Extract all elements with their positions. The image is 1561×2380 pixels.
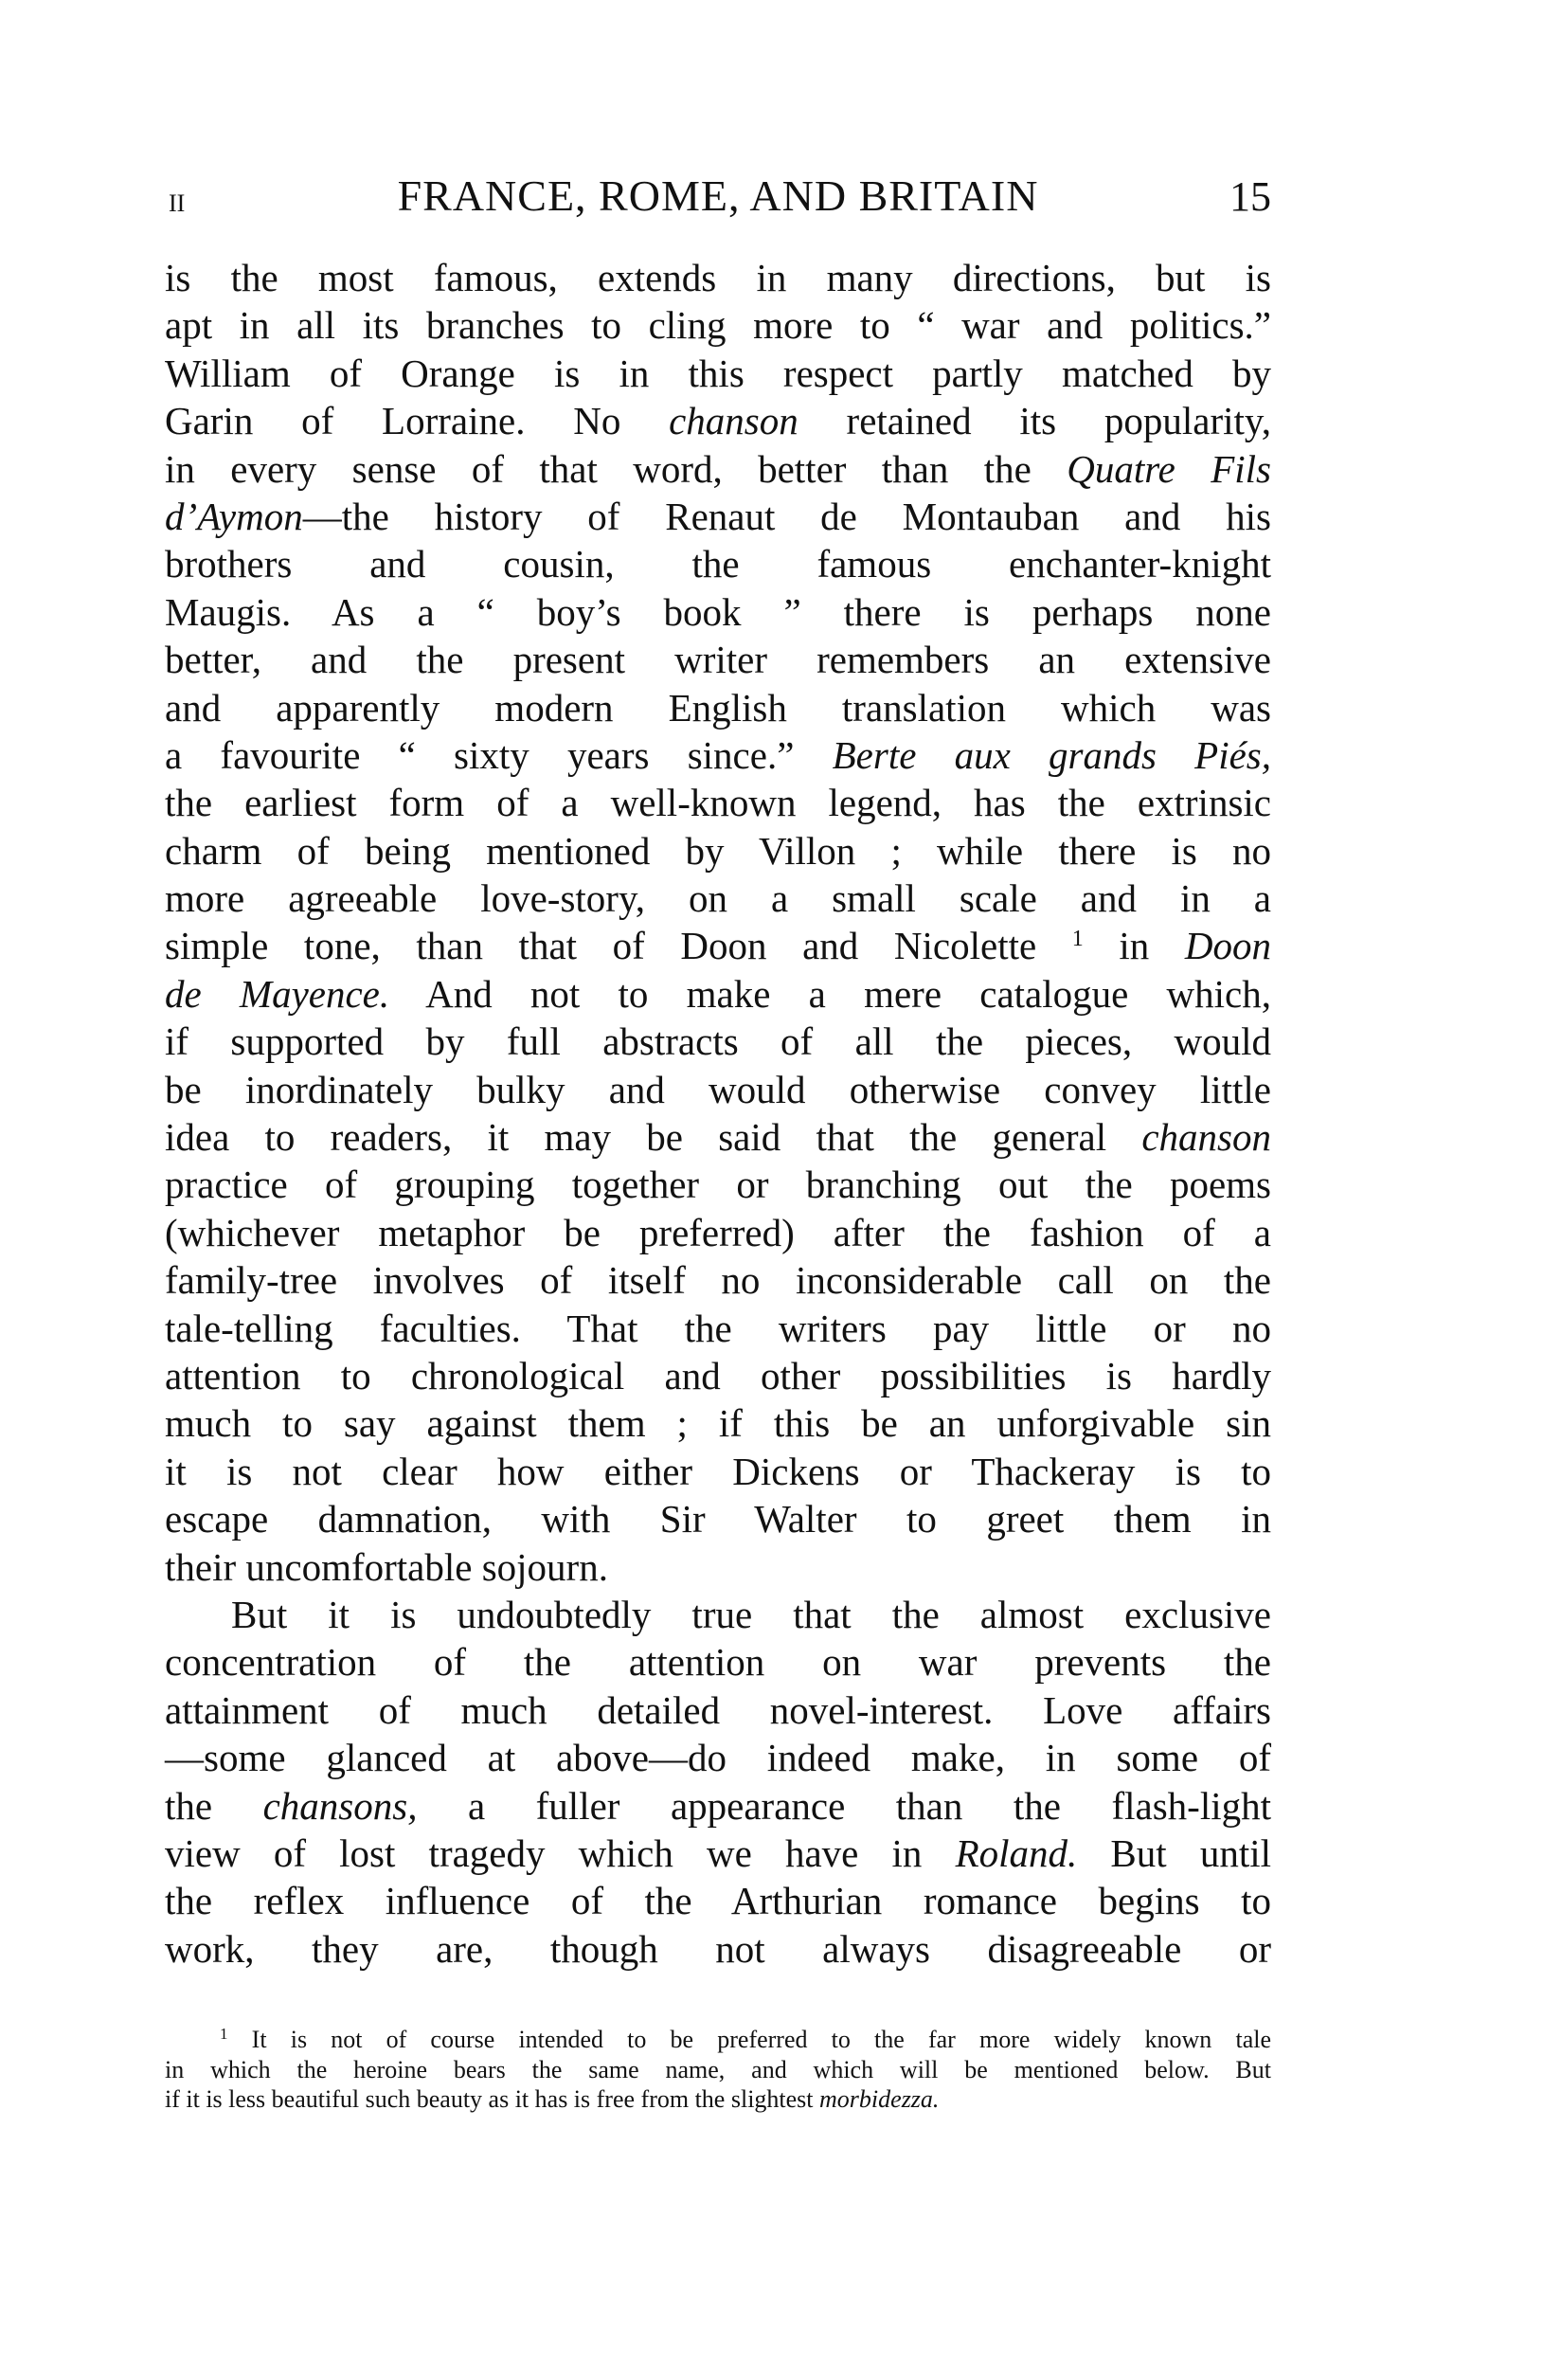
text-line: [165, 1495, 1271, 1542]
text-segment: But until: [1077, 1830, 1271, 1875]
text-line: [165, 1638, 1271, 1686]
text-line: [165, 1305, 1271, 1352]
text-segment: the reflex influence of the Arthurian romance begins to: [165, 1879, 1271, 1923]
text-line: [165, 827, 1271, 874]
text-line: [165, 1399, 1271, 1447]
text-line: [165, 1161, 1271, 1208]
text-segment: in every sense of that word, better than the: [165, 446, 1068, 491]
text-segment: escape damnation, with Sir Walter to greet them in: [165, 1497, 1271, 1542]
text-segment: But it is undoubtedly true that the almost exclusive: [231, 1592, 1271, 1636]
italic-text: Roland.: [955, 1830, 1078, 1875]
text-line: [165, 1256, 1271, 1304]
text-segment: better, and the present writer remembers an extensive: [165, 638, 1271, 682]
text-segment: a fuller appearance than the flash-light: [417, 1783, 1271, 1828]
italic-text: d’Aymon: [165, 494, 303, 538]
text-segment: view of lost tragedy which we have in: [165, 1830, 956, 1875]
italic-text: Doon: [1184, 924, 1271, 968]
text-line: [165, 301, 1271, 349]
text-line: [165, 1686, 1271, 1734]
italic-text: chansons,: [262, 1783, 418, 1828]
footnote-marker: 1: [220, 2025, 228, 2043]
text-line: [165, 1448, 1271, 1495]
text-segment: be inordinately bulky and would otherwise convey little: [165, 1067, 1271, 1111]
text-segment: a favourite “ sixty years since.”: [165, 732, 833, 777]
text-segment: if supported by full abstracts of all the pieces, would: [165, 1019, 1271, 1064]
text-line: [165, 254, 1271, 301]
text-line: [165, 493, 1271, 540]
italic-text: chanson: [1141, 1115, 1271, 1160]
text-segment: their uncomfortable sojourn.: [165, 1544, 608, 1589]
text-segment: practice of grouping together or branching out the poems: [165, 1163, 1271, 1207]
text-segment: apt in all its branches to cling more to “ war and politics.”: [165, 303, 1271, 348]
text-segment: —the history of Renaut de Montauban and his: [302, 494, 1271, 538]
text-segment: concentration of the attention on war prevents the: [165, 1640, 1271, 1685]
text-line: [165, 1113, 1271, 1161]
text-segment: it is not clear how either Dickens or Thackeray is to: [165, 1449, 1271, 1493]
text-segment: work, they are, though not always disagreeable or: [165, 1926, 1271, 1971]
text-segment: the earliest form of a well-known legend, has the extrinsic: [165, 781, 1271, 825]
body-text: [165, 254, 1271, 1973]
text-segment: in: [1083, 924, 1185, 968]
chapter-number: II: [169, 189, 186, 217]
text-segment: attainment of much detailed novel-interest. Love affairs: [165, 1687, 1271, 1732]
text-line: [165, 636, 1271, 683]
text-line: [165, 684, 1271, 731]
text-segment: tale-telling faculties. That the writers pay little or no: [165, 1306, 1271, 1350]
page-number: 15: [1229, 173, 1271, 220]
text-segment: Maugis. As a “ boy’s book ” there is perhaps none: [165, 589, 1271, 634]
text-line: [165, 350, 1271, 397]
text-segment: charm of being mentioned by Villon ; while there is no: [165, 828, 1271, 873]
text-line: [165, 1877, 1271, 1924]
text-segment: brothers and cousin, the famous enchanter-knight: [165, 542, 1271, 586]
text-line: [165, 1209, 1271, 1256]
text-line: [165, 874, 1271, 922]
text-line: [165, 1782, 1271, 1830]
running-title: FRANCE, ROME, AND BRITAIN: [397, 171, 1039, 220]
italic-text: de Mayence.: [165, 971, 390, 1016]
text-line: [165, 1734, 1271, 1781]
text-segment: retained its popularity,: [798, 399, 1271, 443]
text-segment: and apparently modern English translation which was: [165, 685, 1271, 730]
text-segment: much to say against them ; if this be an unforgivable sin: [165, 1401, 1271, 1446]
text-segment: more agreeable love-story, on a small scale and in a: [165, 876, 1271, 921]
text-line: [165, 922, 1271, 969]
footnote-marker: 1: [1071, 927, 1084, 952]
text-line: [165, 588, 1271, 636]
text-line: [165, 1925, 1271, 1973]
italic-text: chanson: [669, 399, 798, 443]
text-segment: And not to make a mere catalogue which,: [389, 971, 1271, 1016]
footnote-line: [165, 2055, 1271, 2085]
text-segment: family-tree involves of itself no inconsiderable call on the: [165, 1258, 1271, 1303]
footnote: [165, 2025, 1271, 2115]
text-segment: is the most famous, extends in many directions, but is: [165, 256, 1271, 299]
text-segment: It is not of course intended to be preferred to the far more widely known tale: [227, 2026, 1271, 2053]
running-header: [165, 171, 1271, 227]
text-line: [165, 779, 1271, 826]
text-line: [165, 1018, 1271, 1065]
text-segment: idea to readers, it may be said that the general: [165, 1115, 1142, 1160]
text-line: [165, 445, 1271, 493]
text-segment: William of Orange is in this respect partly matched by: [165, 351, 1271, 395]
text-segment: simple tone, than that of Doon and Nicolette: [165, 924, 1072, 968]
text-line: [165, 1352, 1271, 1399]
text-line: [165, 1591, 1271, 1638]
footnote-line: [165, 2025, 1271, 2055]
text-segment: attention to chronological and other possibilities is hardly: [165, 1353, 1271, 1397]
italic-text: Quatre Fils: [1067, 446, 1271, 491]
text-line: [165, 1543, 1271, 1591]
text-segment: —some glanced at above—do indeed make, in some of: [165, 1736, 1271, 1780]
text-segment: (whichever metaphor be preferred) after the fashion of a: [165, 1210, 1271, 1254]
text-line: [165, 540, 1271, 587]
text-line: [165, 970, 1271, 1018]
italic-text: morbidezza.: [819, 2085, 940, 2113]
text-line: [165, 1830, 1271, 1877]
text-line: [165, 731, 1271, 779]
footnote-line: [165, 2084, 1271, 2115]
text-segment: the: [165, 1783, 263, 1828]
text-segment: if it is less beautiful such beauty as it has is free from the slightest: [165, 2085, 820, 2113]
italic-text: Berte aux grands Piés,: [832, 732, 1272, 777]
text-segment: in which the heroine bears the same name, and which will be mentioned below. But: [165, 2055, 1271, 2083]
text-segment: Garin of Lorraine. No: [165, 399, 670, 443]
text-line: [165, 1066, 1271, 1113]
text-line: [165, 397, 1271, 444]
